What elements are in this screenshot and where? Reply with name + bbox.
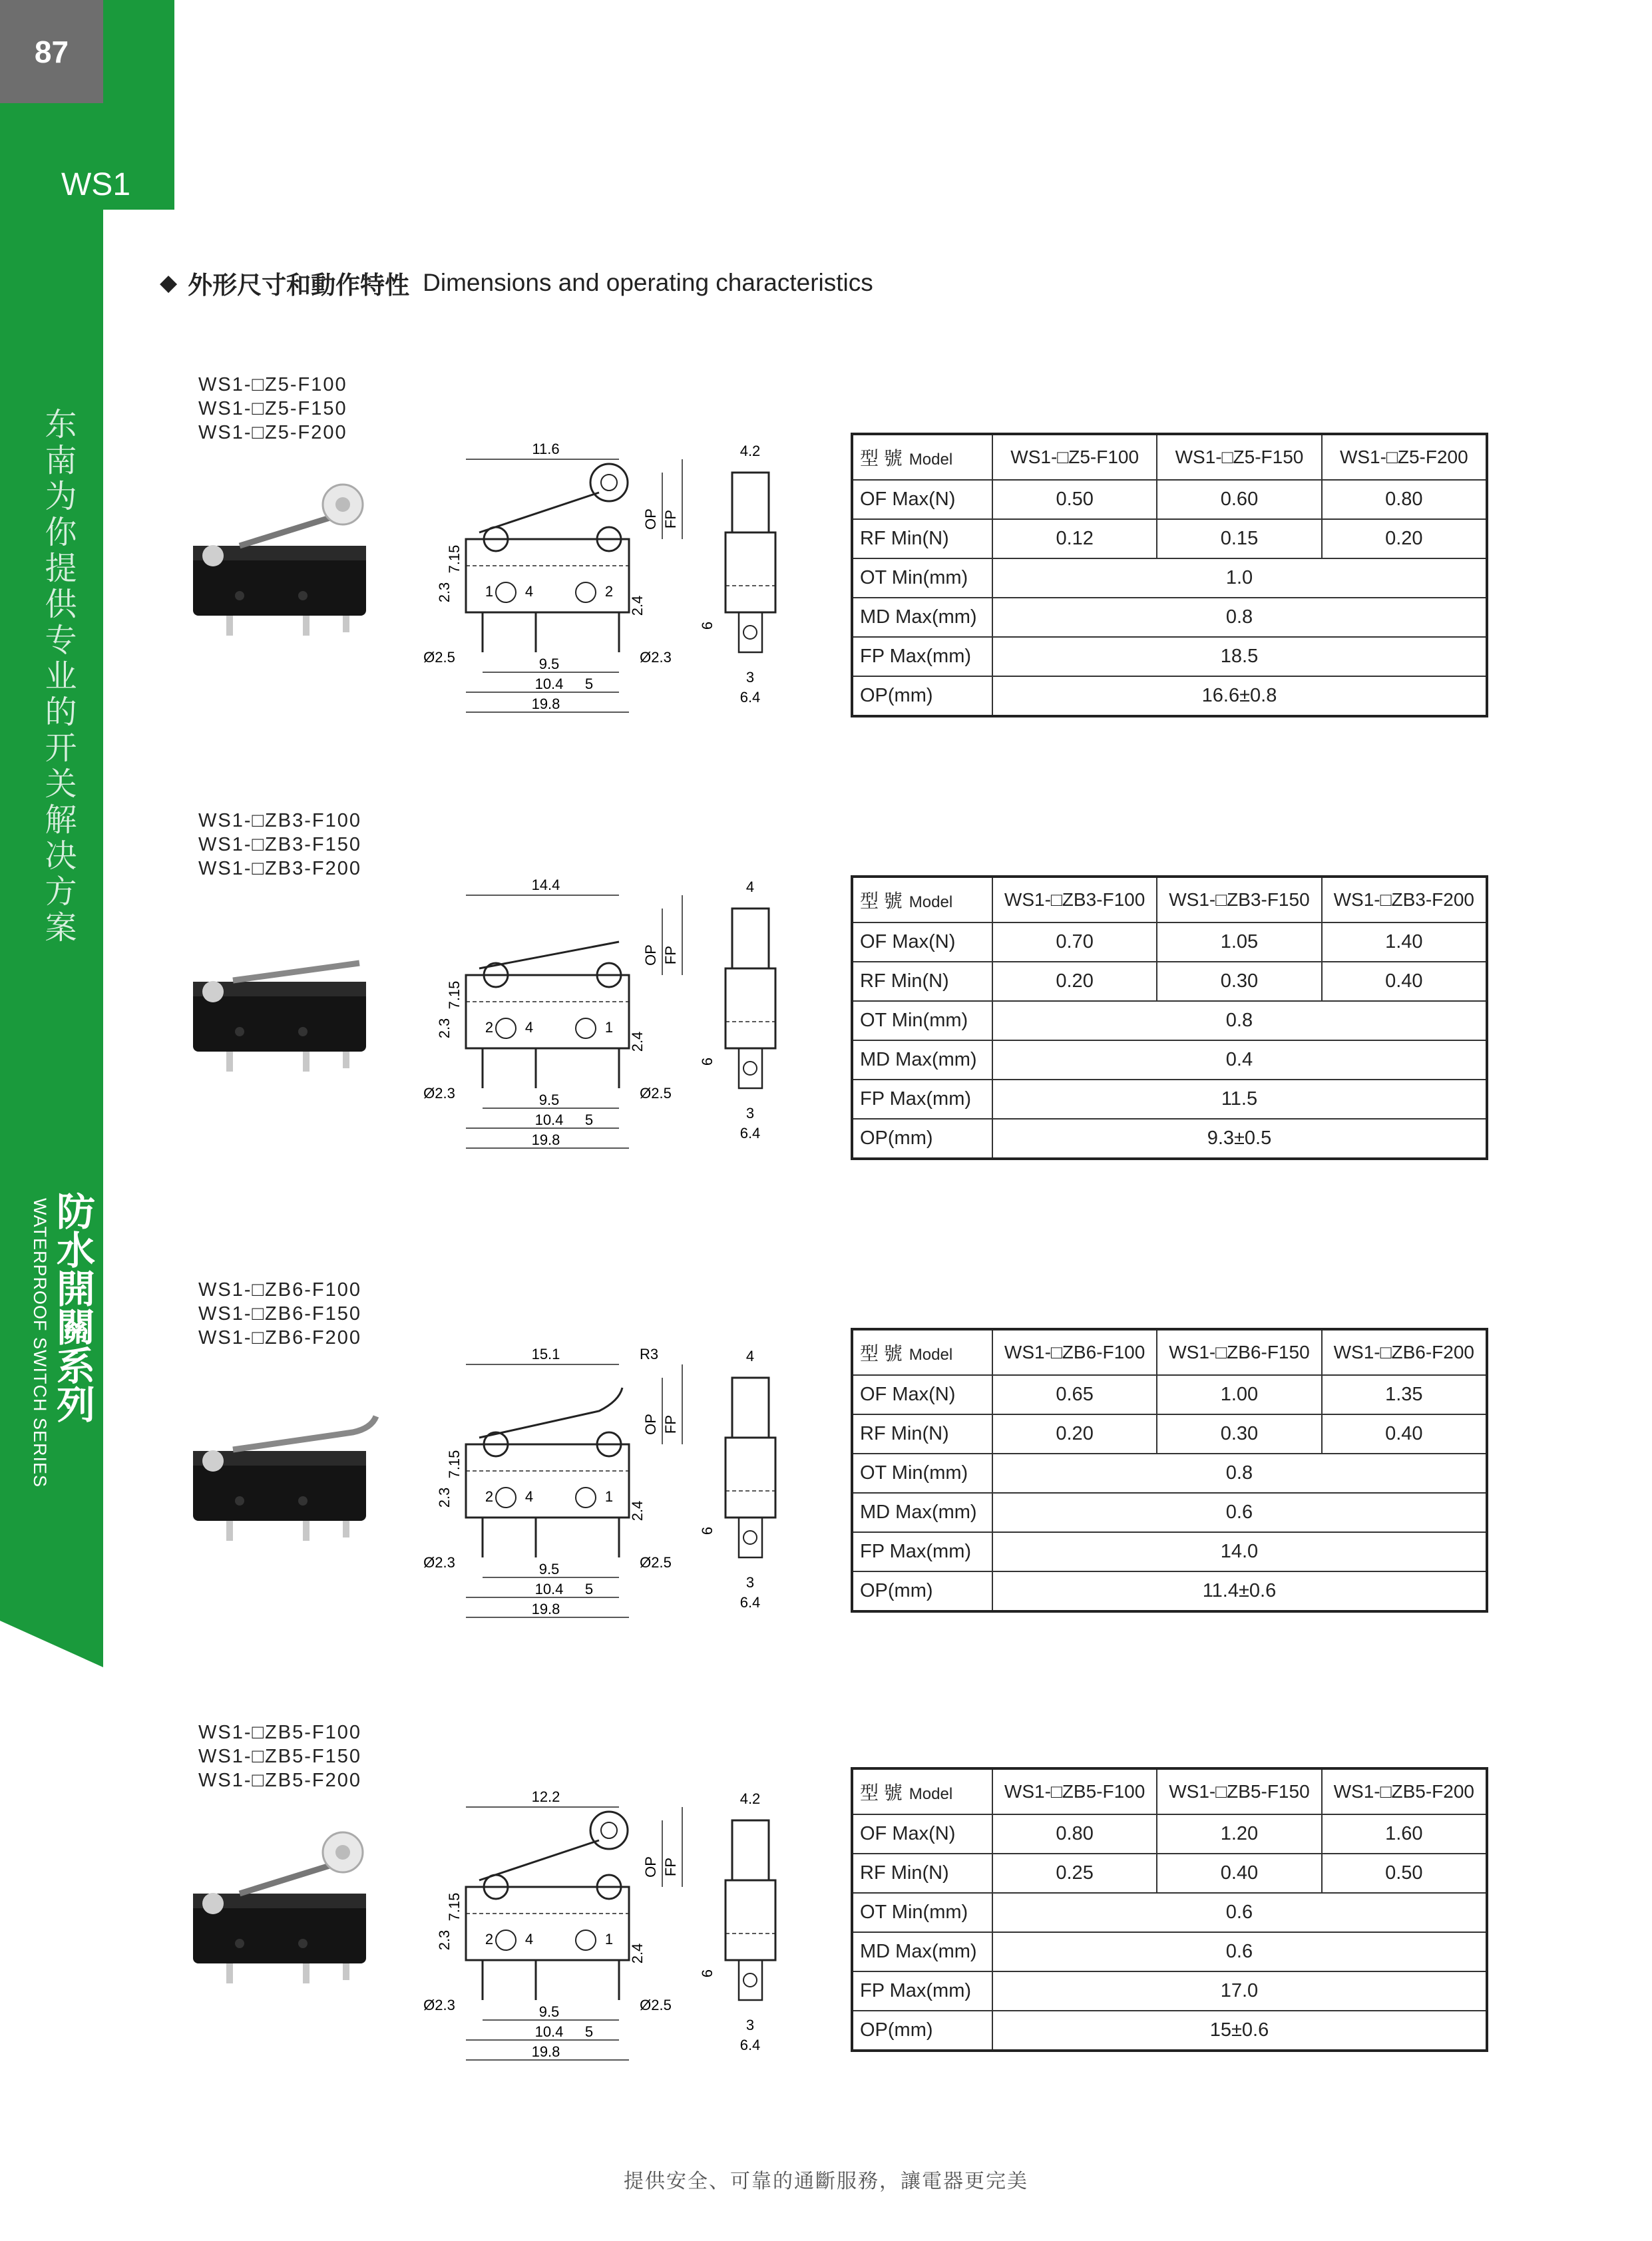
row-label: RF Min(N) [852,519,992,558]
dimension-label-top: 14.4 [531,877,560,893]
dimension-label-top: 15.1 [531,1346,560,1362]
table-row [852,1971,1487,2011]
dimension-drawing [419,869,819,1175]
spec-table [851,1767,1488,2052]
dimension-label-b: 7.15 [446,980,463,1010]
model-list [198,1721,361,1792]
dimension-label-c: 2.4 [629,1031,646,1052]
switch-photo [193,1371,393,1544]
dimension-label-fp: FP [662,945,679,965]
dimension-label-d2: Ø2.5 [640,1085,672,1102]
dimension-label-a: 2.3 [436,582,453,603]
value-cell: 0.40 [1157,1854,1321,1893]
dimension-label-p2: 10.4 [534,676,564,692]
spec-table [851,1328,1488,1613]
dimension-label-op: OP [642,509,659,530]
table-row [852,519,1487,558]
dimension-drawing [419,433,819,739]
value-cell: 0.80 [1322,480,1487,519]
model-name: WS1-□ZB5-F150 [198,1746,361,1767]
row-label: OF Max(N) [852,1375,992,1414]
value-cell: 0.50 [1322,1854,1487,1893]
dimension-label-d2: Ø2.5 [640,1554,672,1571]
dimension-label-s3: 6.4 [739,2037,761,2053]
dimension-label-b: 7.15 [446,1450,463,1479]
value-cell: 1.20 [1157,1814,1321,1854]
dimension-label-b: 7.15 [446,544,463,574]
dimension-label-s3: 6.4 [739,689,761,706]
dimension-label-p3: 5 [584,676,594,692]
dimension-label-n1: 2 [485,1488,494,1505]
model-name: WS1-□ZB3-F150 [198,834,361,855]
row-label: OP(mm) [852,676,992,716]
dimension-label-n1: 2 [485,1931,494,1947]
value-cell: 11.4±0.6 [992,1571,1487,1611]
dimension-label-fp: FP [662,509,679,529]
dimension-label-top: 11.6 [532,441,560,457]
row-label: RF Min(N) [852,1414,992,1454]
dimension-label-p4: 19.8 [531,1131,560,1148]
dimension-label-n1: 2 [485,1019,494,1036]
dimension-label-p3: 5 [584,2023,594,2040]
value-cell: 17.0 [992,1971,1487,2011]
header-label-en: Model [909,893,953,911]
dimension-label-p3: 5 [584,1581,594,1597]
dimension-label-a: 2.3 [436,1018,453,1039]
dimension-label-n2: 4 [524,1931,534,1947]
model-name: WS1-□ZB3-F100 [198,810,361,831]
value-cell: 18.5 [992,637,1487,676]
side-series-cn: 防水開關系列 [51,1191,94,1423]
dimension-label-a: 2.3 [436,1487,453,1508]
dimension-label-side: 4 [745,1348,755,1364]
dimension-label-p2: 10.4 [534,1112,564,1128]
row-label: OF Max(N) [852,480,992,519]
model-name: WS1-□Z5-F150 [198,398,347,419]
sidebar-tail-wedge [0,1621,103,1667]
value-cell: 1.60 [1322,1814,1487,1854]
value-cell: 0.8 [992,1001,1487,1040]
value-cell: 16.6±0.8 [992,676,1487,716]
footer-slogan: 提供安全、可靠的通斷服務，讓電器更完美 [624,2170,1028,2193]
dimension-label-s3: 6.4 [739,1125,761,1141]
dimension-label-s1: 6 [699,621,716,630]
header-model-cell: WS1-□Z5-F200 [1322,434,1487,480]
value-cell: 11.5 [992,1080,1487,1119]
model-name: WS1-□ZB5-F200 [198,1770,361,1791]
table-row [852,598,1487,637]
table-row [852,922,1487,962]
table-row [852,1493,1487,1532]
dimension-label-b: 7.15 [446,1892,463,1922]
dimension-label-p2: 10.4 [534,2023,564,2040]
table-row [852,1854,1487,1893]
value-cell: 0.65 [992,1375,1157,1414]
header-model-cell: WS1-□ZB5-F100 [992,1768,1157,1814]
value-cell: 0.4 [992,1040,1487,1080]
header-label-cn: 型 號 [860,1343,903,1364]
section-title-cn: 外形尺寸和動作特性 [188,271,410,300]
dimension-label-s2: 3 [745,669,755,686]
header-label-en: Model [909,1346,953,1364]
table-row [852,1080,1487,1119]
side-slogan: 东南为你提供专业的开关解决方案 [39,407,77,946]
value-cell: 0.70 [992,922,1157,962]
value-cell: 1.00 [1157,1375,1321,1414]
dimension-label-r: R3 [639,1346,659,1362]
value-cell: 0.20 [992,962,1157,1001]
table-row [852,1932,1487,1971]
dimension-label-top: 12.2 [531,1788,560,1805]
value-cell: 0.20 [992,1414,1157,1454]
dimension-label-c: 2.4 [629,1943,646,1964]
dimension-label-c: 2.4 [629,1500,646,1522]
header-model-cell: WS1-□ZB6-F200 [1322,1329,1487,1375]
row-label: FP Max(mm) [852,1971,992,2011]
dimension-label-p1: 9.5 [538,1092,560,1108]
value-cell: 14.0 [992,1532,1487,1571]
row-label: RF Min(N) [852,1854,992,1893]
dimension-label-s1: 6 [699,1057,716,1066]
header-model-cell: WS1-□Z5-F100 [992,434,1157,480]
dimension-label-n2: 4 [524,1488,534,1505]
table-row [852,676,1487,716]
model-name: WS1-□Z5-F100 [198,374,347,395]
side-series-en: WATERPROOF SWITCH SERIES [30,1198,50,1488]
spec-table [851,433,1488,717]
diamond-bullet-icon: ◆ [160,270,178,296]
row-label: RF Min(N) [852,962,992,1001]
value-cell: 0.15 [1157,519,1321,558]
header-label-en: Model [909,1785,953,1803]
dimension-label-op: OP [642,944,659,966]
series-code: WS1 [61,167,131,202]
value-cell: 1.40 [1322,922,1487,962]
header-model-label [852,877,992,922]
value-cell: 0.30 [1157,1414,1321,1454]
value-cell: 0.8 [992,598,1487,637]
header-model-cell: WS1-□ZB3-F100 [992,877,1157,922]
dimension-label-s2: 3 [745,2017,755,2033]
value-cell: 0.25 [992,1854,1157,1893]
dimension-label-side: 4.2 [739,443,761,459]
spec-table [851,875,1488,1160]
value-cell: 0.50 [992,480,1157,519]
header-label-en: Model [909,451,953,469]
table-row [852,2011,1487,2051]
dimension-label-p3: 5 [584,1112,594,1128]
header-model-cell: WS1-□ZB6-F150 [1157,1329,1321,1375]
switch-photo [193,466,393,639]
dimension-label-n3: 1 [604,1488,614,1505]
table-header-row [852,1329,1487,1375]
header-label-cn: 型 號 [860,1782,903,1803]
dimension-label-d1: Ø2.3 [423,1085,455,1102]
row-label: MD Max(mm) [852,1932,992,1971]
table-row [852,962,1487,1001]
dimension-label-s3: 6.4 [739,1594,761,1611]
header-model-cell: WS1-□ZB5-F200 [1322,1768,1487,1814]
dimension-drawing [419,1780,819,2087]
dimension-label-p2: 10.4 [534,1581,564,1597]
row-label: MD Max(mm) [852,1493,992,1532]
table-row [852,1814,1487,1854]
dimension-label-n2: 4 [524,583,534,600]
page-number: 87 [0,0,103,103]
header-model-label [852,434,992,480]
table-row [852,1040,1487,1080]
table-row [852,1119,1487,1159]
switch-photo [193,1814,393,1987]
dimension-label-n3: 1 [604,1019,614,1036]
dimension-label-s2: 3 [745,1105,755,1121]
row-label: OF Max(N) [852,922,992,962]
value-cell: 0.6 [992,1893,1487,1932]
value-cell: 0.40 [1322,962,1487,1001]
row-label: MD Max(mm) [852,1040,992,1080]
table-header-row [852,877,1487,922]
value-cell: 0.60 [1157,480,1321,519]
value-cell: 1.05 [1157,922,1321,962]
dimension-label-d2: Ø2.5 [640,1997,672,2013]
row-label: OT Min(mm) [852,1454,992,1493]
dimension-label-s2: 3 [745,1574,755,1591]
dimension-drawing [419,1338,819,1644]
row-label: MD Max(mm) [852,598,992,637]
table-row [852,1375,1487,1414]
model-list [198,1278,361,1350]
row-label: OT Min(mm) [852,1893,992,1932]
value-cell: 9.3±0.5 [992,1119,1487,1159]
table-header-row [852,1768,1487,1814]
model-list [198,809,361,881]
dimension-label-s1: 6 [699,1526,716,1535]
header-model-label [852,1768,992,1814]
dimension-label-p1: 9.5 [538,2003,560,2020]
header-label-cn: 型 號 [860,448,903,469]
dimension-label-n3: 2 [604,583,614,600]
value-cell: 0.8 [992,1454,1487,1493]
model-name: WS1-□Z5-F200 [198,422,347,443]
row-label: OP(mm) [852,2011,992,2051]
model-name: WS1-□ZB6-F100 [198,1279,361,1301]
dimension-label-side: 4.2 [739,1790,761,1807]
table-header-row [852,434,1487,480]
dimension-label-op: OP [642,1856,659,1878]
value-cell: 0.40 [1322,1414,1487,1454]
table-row [852,1454,1487,1493]
header-model-cell: WS1-□ZB3-F150 [1157,877,1321,922]
row-label: OT Min(mm) [852,558,992,598]
value-cell: 0.20 [1322,519,1487,558]
model-name: WS1-□ZB6-F200 [198,1327,361,1348]
value-cell: 0.6 [992,1493,1487,1532]
header-label-cn: 型 號 [860,891,903,911]
row-label: OP(mm) [852,1571,992,1611]
model-list [198,373,347,445]
switch-photo [193,902,393,1075]
dimension-label-p4: 19.8 [531,696,560,712]
row-label: OP(mm) [852,1119,992,1159]
table-row [852,480,1487,519]
dimension-label-fp: FP [662,1857,679,1877]
row-label: FP Max(mm) [852,1080,992,1119]
table-row [852,1893,1487,1932]
dimension-label-p4: 19.8 [531,2043,560,2060]
row-label: OT Min(mm) [852,1001,992,1040]
dimension-label-side: 4 [745,879,755,895]
row-label: OF Max(N) [852,1814,992,1854]
value-cell: 15±0.6 [992,2011,1487,2051]
model-name: WS1-□ZB3-F200 [198,858,361,879]
table-row [852,1001,1487,1040]
section-title-en: Dimensions and operating characteristics [423,269,873,296]
header-model-cell: WS1-□Z5-F150 [1157,434,1321,480]
value-cell: 0.80 [992,1814,1157,1854]
header-model-cell: WS1-□ZB3-F200 [1322,877,1487,922]
dimension-label-c: 2.4 [629,595,646,616]
dimension-label-op: OP [642,1414,659,1435]
dimension-label-p4: 19.8 [531,1601,560,1617]
table-row [852,637,1487,676]
dimension-label-d1: Ø2.5 [423,649,455,666]
section-title [160,265,873,301]
dimension-label-p1: 9.5 [538,656,560,672]
dimension-label-d1: Ø2.3 [423,1997,455,2013]
dimension-label-a: 2.3 [436,1930,453,1951]
header-model-cell: WS1-□ZB5-F150 [1157,1768,1321,1814]
value-cell: 0.12 [992,519,1157,558]
table-row [852,558,1487,598]
model-name: WS1-□ZB5-F100 [198,1722,361,1743]
dimension-label-d2: Ø2.3 [640,649,672,666]
row-label: FP Max(mm) [852,1532,992,1571]
value-cell: 1.35 [1322,1375,1487,1414]
dimension-label-d1: Ø2.3 [423,1554,455,1571]
table-row [852,1571,1487,1611]
dimension-label-fp: FP [662,1414,679,1434]
header-model-label [852,1329,992,1375]
dimension-label-n1: 1 [485,583,494,600]
table-row [852,1532,1487,1571]
value-cell: 1.0 [992,558,1487,598]
value-cell: 0.6 [992,1932,1487,1971]
value-cell: 0.30 [1157,962,1321,1001]
dimension-label-n2: 4 [524,1019,534,1036]
table-row [852,1414,1487,1454]
row-label: FP Max(mm) [852,637,992,676]
dimension-label-n3: 1 [604,1931,614,1947]
header-model-cell: WS1-□ZB6-F100 [992,1329,1157,1375]
dimension-label-s1: 6 [699,1969,716,1978]
dimension-label-p1: 9.5 [538,1561,560,1577]
model-name: WS1-□ZB6-F150 [198,1303,361,1324]
